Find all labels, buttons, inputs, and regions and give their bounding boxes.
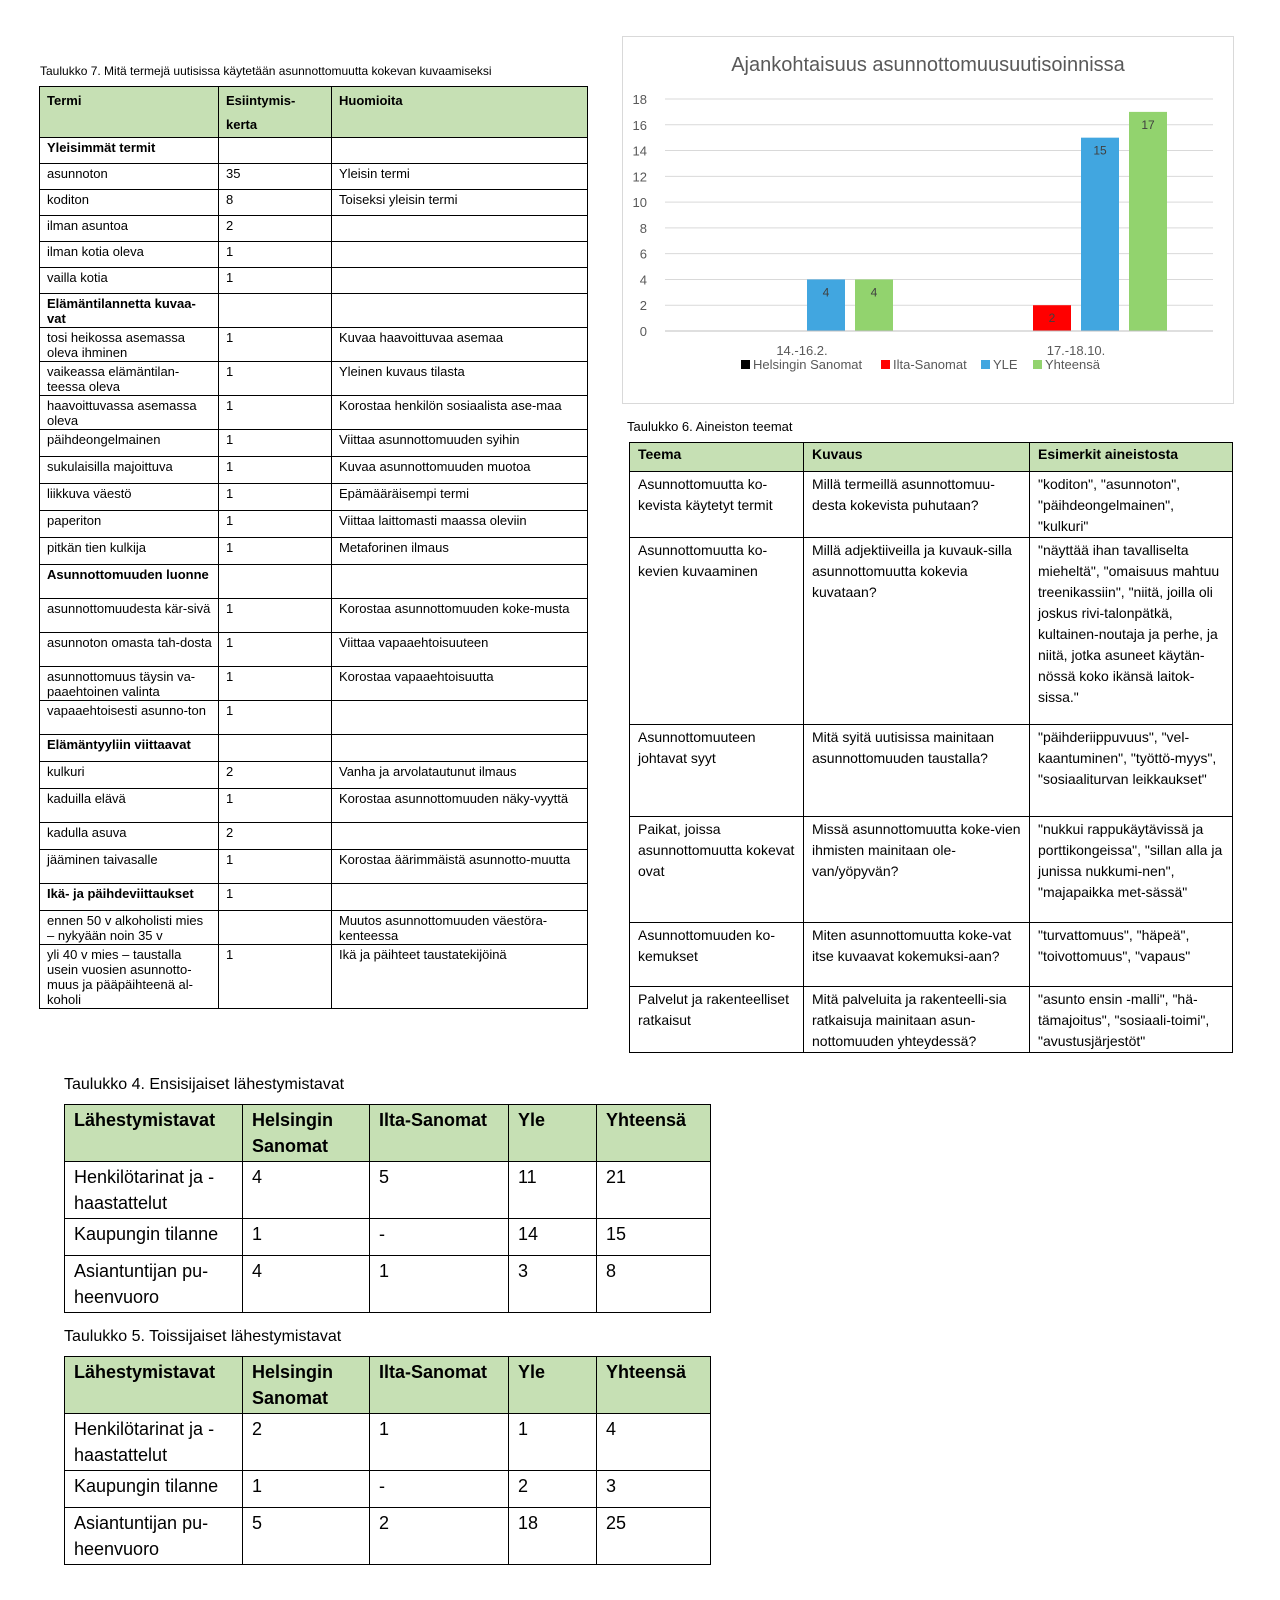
table7-row <box>40 701 588 735</box>
note-cell: Muutos asunnottomuuden väestöra-kenteessa <box>332 911 588 945</box>
description-cell: Miten asunnottomuutta koke-vat itse kuvaavat kokemuksi-aan? <box>804 923 1030 987</box>
description-cell: Missä asunnottomuutta koke-vien ihmisten mainitaan ole-van/yöpyvän? <box>804 817 1030 923</box>
table5-row <box>65 1471 711 1508</box>
total-cell: 21 <box>597 1162 711 1219</box>
examples-cell: "päihderiippuvuus", "vel-kaantuminen", "työttö-myys", "sosiaaliturvan leikkaukset" <box>1030 725 1233 817</box>
term-cell: ilman kotia oleva <box>40 242 219 268</box>
examples-cell: "nukkui rappukäytävissä ja porttikongeissa", "sillan alla ja junissa nukkumi-nen", "majapaikka met-sässä" <box>1030 817 1233 923</box>
approach-cell: Kaupungin tilanne <box>65 1471 243 1508</box>
count-cell: 1 <box>219 945 332 1009</box>
table7-section-row <box>40 138 588 164</box>
legend-label: YLE <box>993 357 1018 372</box>
term-cell: Asunnottomuuden luonne <box>40 565 219 599</box>
bar-data-label: 2 <box>1048 311 1056 326</box>
table4-body <box>65 1162 711 1313</box>
table7-caption: Taulukko 7. Mitä termejä uutisissa käytetään asunnottomuutta kokevan kuvaamiseksi <box>40 64 492 78</box>
note-cell: Metaforinen ilmaus <box>332 538 588 565</box>
table7-row <box>40 430 588 457</box>
table6-row <box>630 923 1233 987</box>
total-cell: 3 <box>597 1471 711 1508</box>
count-cell: 1 <box>219 850 332 884</box>
chart-x-axis <box>665 331 1213 358</box>
chart-y-axis <box>633 92 647 339</box>
legend-label: Yhteensä <box>1045 357 1100 372</box>
count-cell: 1 <box>219 457 332 484</box>
table6-caption: Taulukko 6. Aineiston teemat <box>627 419 793 434</box>
approach-cell: Kaupungin tilanne <box>65 1219 243 1256</box>
bar <box>1129 112 1167 331</box>
hs-cell: 5 <box>243 1508 370 1565</box>
note-cell: Korostaa äärimmäistä asunnotto-muutta <box>332 850 588 884</box>
note-cell <box>332 242 588 268</box>
legend-swatch <box>881 360 890 369</box>
term-cell: kulkuri <box>40 762 219 789</box>
table6-row <box>630 538 1233 725</box>
table6-body <box>630 472 1233 1053</box>
note-cell: Epämääräisempi termi <box>332 484 588 511</box>
table5 <box>64 1356 711 1565</box>
term-cell: kaduilla elävä <box>40 789 219 823</box>
theme-cell: Asunnottomuutta ko-kevien kuvaaminen <box>630 538 804 725</box>
x-category-label: 17.-18.10. <box>1046 343 1106 358</box>
table7-section-row <box>40 884 588 911</box>
bar-data-label: 4 <box>822 285 830 300</box>
table5-body <box>65 1414 711 1565</box>
term-cell: koditon <box>40 190 219 216</box>
note-cell: Yleinen kuvaus tilasta <box>332 362 588 396</box>
bar-data-label: 15 <box>1093 143 1107 158</box>
table4-row <box>65 1162 711 1219</box>
count-cell: 1 <box>219 789 332 823</box>
yle-cell: 1 <box>509 1414 597 1471</box>
table7-row <box>40 457 588 484</box>
note-cell <box>332 884 588 911</box>
term-cell: ilman asuntoa <box>40 216 219 242</box>
description-cell: Mitä palveluita ja rakenteelli-sia ratkaisuja mainitaan asun-nottomuuden yhteydessä? <box>804 987 1030 1053</box>
table5-header-is: Ilta-Sanomat <box>370 1357 509 1414</box>
count-cell <box>219 565 332 599</box>
is-cell: - <box>370 1219 509 1256</box>
y-tick-label: 0 <box>639 324 647 339</box>
note-cell: Ikä ja päihteet taustatekijöinä <box>332 945 588 1009</box>
count-cell: 35 <box>219 164 332 190</box>
table4-header-is: Ilta-Sanomat <box>370 1105 509 1162</box>
term-cell: paperiton <box>40 511 219 538</box>
count-cell: 1 <box>219 430 332 457</box>
table7-row <box>40 762 588 789</box>
chart-bars <box>807 112 1167 331</box>
note-cell <box>332 294 588 328</box>
term-cell: asunnoton omasta tah-dosta <box>40 633 219 667</box>
table7-row <box>40 599 588 633</box>
examples-cell: "asunto ensin -malli", "hä-tämajoitus", "sosiaali-toimi", "avustusjärjestöt" <box>1030 987 1233 1053</box>
term-cell: kadulla asuva <box>40 823 219 850</box>
table4-header-row <box>65 1105 711 1162</box>
term-cell: haavoittuvassa asemassa oleva <box>40 396 219 430</box>
note-cell: Toiseksi yleisin termi <box>332 190 588 216</box>
yle-cell: 18 <box>509 1508 597 1565</box>
term-cell: asunnottomuus täysin va-paaehtoinen valinta <box>40 667 219 701</box>
legend-label: Helsingin Sanomat <box>753 357 863 372</box>
x-category-label: 14.-16.2. <box>776 343 828 358</box>
table7-section-row <box>40 735 588 762</box>
term-cell: vapaaehtoisesti asunno-ton <box>40 701 219 735</box>
table7-row <box>40 242 588 268</box>
is-cell: - <box>370 1471 509 1508</box>
note-cell: Viittaa laittomasti maassa oleviin <box>332 511 588 538</box>
theme-cell: Paikat, joissa asunnottomuutta kokevat ovat <box>630 817 804 923</box>
y-tick-label: 2 <box>639 298 647 314</box>
table7-row <box>40 823 588 850</box>
note-cell: Viittaa asunnottomuuden syihin <box>332 430 588 457</box>
table5-header-hs: Helsingin Sanomat <box>243 1357 370 1414</box>
count-cell: 1 <box>219 701 332 735</box>
table7-row <box>40 164 588 190</box>
note-cell: Vanha ja arvolatautunut ilmaus <box>332 762 588 789</box>
examples-cell: "koditon", "asunnoton", "päihdeongelmainen", "kulkuri" <box>1030 472 1233 538</box>
yle-cell: 14 <box>509 1219 597 1256</box>
term-cell: Ikä- ja päihdeviittaukset <box>40 884 219 911</box>
term-cell: vaikeassa elämäntilan-teessa oleva <box>40 362 219 396</box>
table4-row <box>65 1256 711 1313</box>
description-cell: Mitä syitä uutisissa mainitaan asunnottomuuden taustalla? <box>804 725 1030 817</box>
y-tick-label: 16 <box>632 117 647 133</box>
term-cell: asunnottomuudesta kär-sivä <box>40 599 219 633</box>
chart-container <box>622 36 1234 404</box>
hs-cell: 4 <box>243 1256 370 1313</box>
y-tick-label: 6 <box>639 246 647 262</box>
table7-row <box>40 789 588 823</box>
table6 <box>629 442 1233 1053</box>
theme-cell: Palvelut ja rakenteelliset ratkaisut <box>630 987 804 1053</box>
hs-cell: 4 <box>243 1162 370 1219</box>
count-cell: 1 <box>219 484 332 511</box>
approach-cell: Henkilötarinat ja - haastattelut <box>65 1162 243 1219</box>
count-cell: 1 <box>219 511 332 538</box>
count-cell: 1 <box>219 268 332 294</box>
bar <box>1081 138 1119 331</box>
yle-cell: 3 <box>509 1256 597 1313</box>
term-cell: vailla kotia <box>40 268 219 294</box>
term-cell: Elämäntilannetta kuvaa-vat <box>40 294 219 328</box>
table7-section-row <box>40 294 588 328</box>
hs-cell: 2 <box>243 1414 370 1471</box>
table7-header-term: Termi <box>40 87 219 138</box>
note-cell: Kuvaa haavoittuvaa asemaa <box>332 328 588 362</box>
table5-header-row <box>65 1357 711 1414</box>
table7-row <box>40 511 588 538</box>
table5-header-total: Yhteensä <box>597 1357 711 1414</box>
table7-header-row <box>40 87 588 138</box>
count-cell: 2 <box>219 823 332 850</box>
table7-header-count: Esiintymis-kerta <box>219 87 332 138</box>
legend-swatch <box>741 360 750 369</box>
yle-cell: 11 <box>509 1162 597 1219</box>
table7-row <box>40 268 588 294</box>
table4-caption: Taulukko 4. Ensisijaiset lähestymistavat <box>64 1076 345 1093</box>
hs-cell: 1 <box>243 1219 370 1256</box>
table7-row <box>40 362 588 396</box>
count-cell <box>219 138 332 164</box>
count-cell: 1 <box>219 599 332 633</box>
term-cell: liikkuva väestö <box>40 484 219 511</box>
term-cell: Yleisimmät termit <box>40 138 219 164</box>
y-tick-label: 18 <box>632 92 647 107</box>
note-cell <box>332 268 588 294</box>
legend-swatch <box>1033 360 1042 369</box>
total-cell: 15 <box>597 1219 711 1256</box>
count-cell: 1 <box>219 884 332 911</box>
table6-row <box>630 987 1233 1053</box>
note-cell: Yleisin termi <box>332 164 588 190</box>
term-cell: ennen 50 v alkoholisti mies – nykyään noin 35 v <box>40 911 219 945</box>
table5-row <box>65 1508 711 1565</box>
table4-header-yle: Yle <box>509 1105 597 1162</box>
approach-cell: Asiantuntijan pu-heenvuoro <box>65 1256 243 1313</box>
count-cell: 8 <box>219 190 332 216</box>
term-cell: asunnoton <box>40 164 219 190</box>
table6-header-description: Kuvaus <box>804 443 1030 472</box>
y-tick-label: 8 <box>639 220 647 236</box>
term-cell: pitkän tien kulkija <box>40 538 219 565</box>
table7-body <box>40 138 588 1009</box>
note-cell: Korostaa henkilön sosiaalista ase-maa <box>332 396 588 430</box>
table7-row <box>40 667 588 701</box>
table7-row <box>40 396 588 430</box>
chart-title: Ajankohtaisuus asunnottomuusuutisoinnissa <box>731 54 1125 76</box>
total-cell: 4 <box>597 1414 711 1471</box>
y-tick-label: 10 <box>632 195 647 211</box>
term-cell: yli 40 v mies – taustalla usein vuosien asunnotto-muus ja pääpäihteenä al-koholi <box>40 945 219 1009</box>
table5-caption: Taulukko 5. Toissijaiset lähestymistavat <box>64 1328 342 1345</box>
note-cell <box>332 823 588 850</box>
table6-row <box>630 725 1233 817</box>
note-cell: Korostaa asunnottomuuden näky-vyyttä <box>332 789 588 823</box>
table7-header-notes: Huomioita <box>332 87 588 138</box>
note-cell: Viittaa vapaaehtoisuuteen <box>332 633 588 667</box>
legend-swatch <box>981 360 990 369</box>
term-cell: sukulaisilla majoittuva <box>40 457 219 484</box>
table6-header-row <box>630 443 1233 472</box>
total-cell: 8 <box>597 1256 711 1313</box>
term-cell: päihdeongelmainen <box>40 430 219 457</box>
table4-header-approach: Lähestymistavat <box>65 1105 243 1162</box>
examples-cell: "näyttää ihan tavalliselta mieheltä", "omaisuus mahtuu treenikassiin", "niitä, joilla oli joskus rivi-talonpätkä, kultainen-noutaja ja perhe, ja niitä, jotka asuneet käytän-nössä koko ikänsä laitok-sissa." <box>1030 538 1233 725</box>
count-cell: 1 <box>219 242 332 268</box>
note-cell <box>332 735 588 762</box>
theme-cell: Asunnottomuutta ko-kevista käytetyt termit <box>630 472 804 538</box>
count-cell: 1 <box>219 396 332 430</box>
count-cell <box>219 294 332 328</box>
count-cell <box>219 735 332 762</box>
note-cell <box>332 701 588 735</box>
bar-chart <box>623 37 1233 403</box>
count-cell: 2 <box>219 762 332 789</box>
table7-row <box>40 328 588 362</box>
table7-row <box>40 484 588 511</box>
table7 <box>39 86 588 1009</box>
table7-row <box>40 216 588 242</box>
is-cell: 1 <box>370 1256 509 1313</box>
is-cell: 2 <box>370 1508 509 1565</box>
note-cell <box>332 138 588 164</box>
description-cell: Millä adjektiiveilla ja kuvauk-silla asunnottomuutta kokevia kuvataan? <box>804 538 1030 725</box>
theme-cell: Asunnottomuuteen johtavat syyt <box>630 725 804 817</box>
count-cell: 1 <box>219 633 332 667</box>
table6-row <box>630 472 1233 538</box>
chart-legend <box>741 357 1101 372</box>
count-cell: 2 <box>219 216 332 242</box>
count-cell: 1 <box>219 667 332 701</box>
note-cell: Korostaa asunnottomuuden koke-musta <box>332 599 588 633</box>
approach-cell: Henkilötarinat ja - haastattelut <box>65 1414 243 1471</box>
table5-header-approach: Lähestymistavat <box>65 1357 243 1414</box>
note-cell: Kuvaa asunnottomuuden muotoa <box>332 457 588 484</box>
note-cell: Korostaa vapaaehtoisuutta <box>332 667 588 701</box>
table6-row <box>630 817 1233 923</box>
table4-row <box>65 1219 711 1256</box>
y-tick-label: 14 <box>632 143 647 159</box>
table7-row <box>40 538 588 565</box>
bar-data-label: 4 <box>870 285 878 300</box>
term-cell: Elämäntyyliin viittaavat <box>40 735 219 762</box>
y-tick-label: 12 <box>632 169 647 185</box>
table4-header-total: Yhteensä <box>597 1105 711 1162</box>
y-tick-label: 4 <box>639 272 647 288</box>
table7-row <box>40 945 588 1009</box>
examples-cell: "turvattomuus", "häpeä", "toivottomuus", "vapaus" <box>1030 923 1233 987</box>
table7-row <box>40 633 588 667</box>
term-cell: jääminen taivasalle <box>40 850 219 884</box>
approach-cell: Asiantuntijan pu-heenvuoro <box>65 1508 243 1565</box>
is-cell: 1 <box>370 1414 509 1471</box>
note-cell <box>332 565 588 599</box>
count-cell: 1 <box>219 538 332 565</box>
table7-row <box>40 850 588 884</box>
total-cell: 25 <box>597 1508 711 1565</box>
theme-cell: Asunnottomuuden ko-kemukset <box>630 923 804 987</box>
table6-header-theme: Teema <box>630 443 804 472</box>
is-cell: 5 <box>370 1162 509 1219</box>
yle-cell: 2 <box>509 1471 597 1508</box>
note-cell <box>332 216 588 242</box>
table5-row <box>65 1414 711 1471</box>
table6-header-examples: Esimerkit aineistosta <box>1030 443 1233 472</box>
table5-header-yle: Yle <box>509 1357 597 1414</box>
table7-row <box>40 190 588 216</box>
table7-row <box>40 911 588 945</box>
table4-header-hs: Helsingin Sanomat <box>243 1105 370 1162</box>
hs-cell: 1 <box>243 1471 370 1508</box>
count-cell: 1 <box>219 362 332 396</box>
term-cell: tosi heikossa asemassa oleva ihminen <box>40 328 219 362</box>
table7-section-row <box>40 565 588 599</box>
bar-data-label: 17 <box>1141 117 1155 132</box>
table4 <box>64 1104 711 1313</box>
legend-label: Ilta-Sanomat <box>893 357 967 372</box>
count-cell <box>219 911 332 945</box>
count-cell: 1 <box>219 328 332 362</box>
description-cell: Millä termeillä asunnottomuu-desta kokevista puhutaan? <box>804 472 1030 538</box>
